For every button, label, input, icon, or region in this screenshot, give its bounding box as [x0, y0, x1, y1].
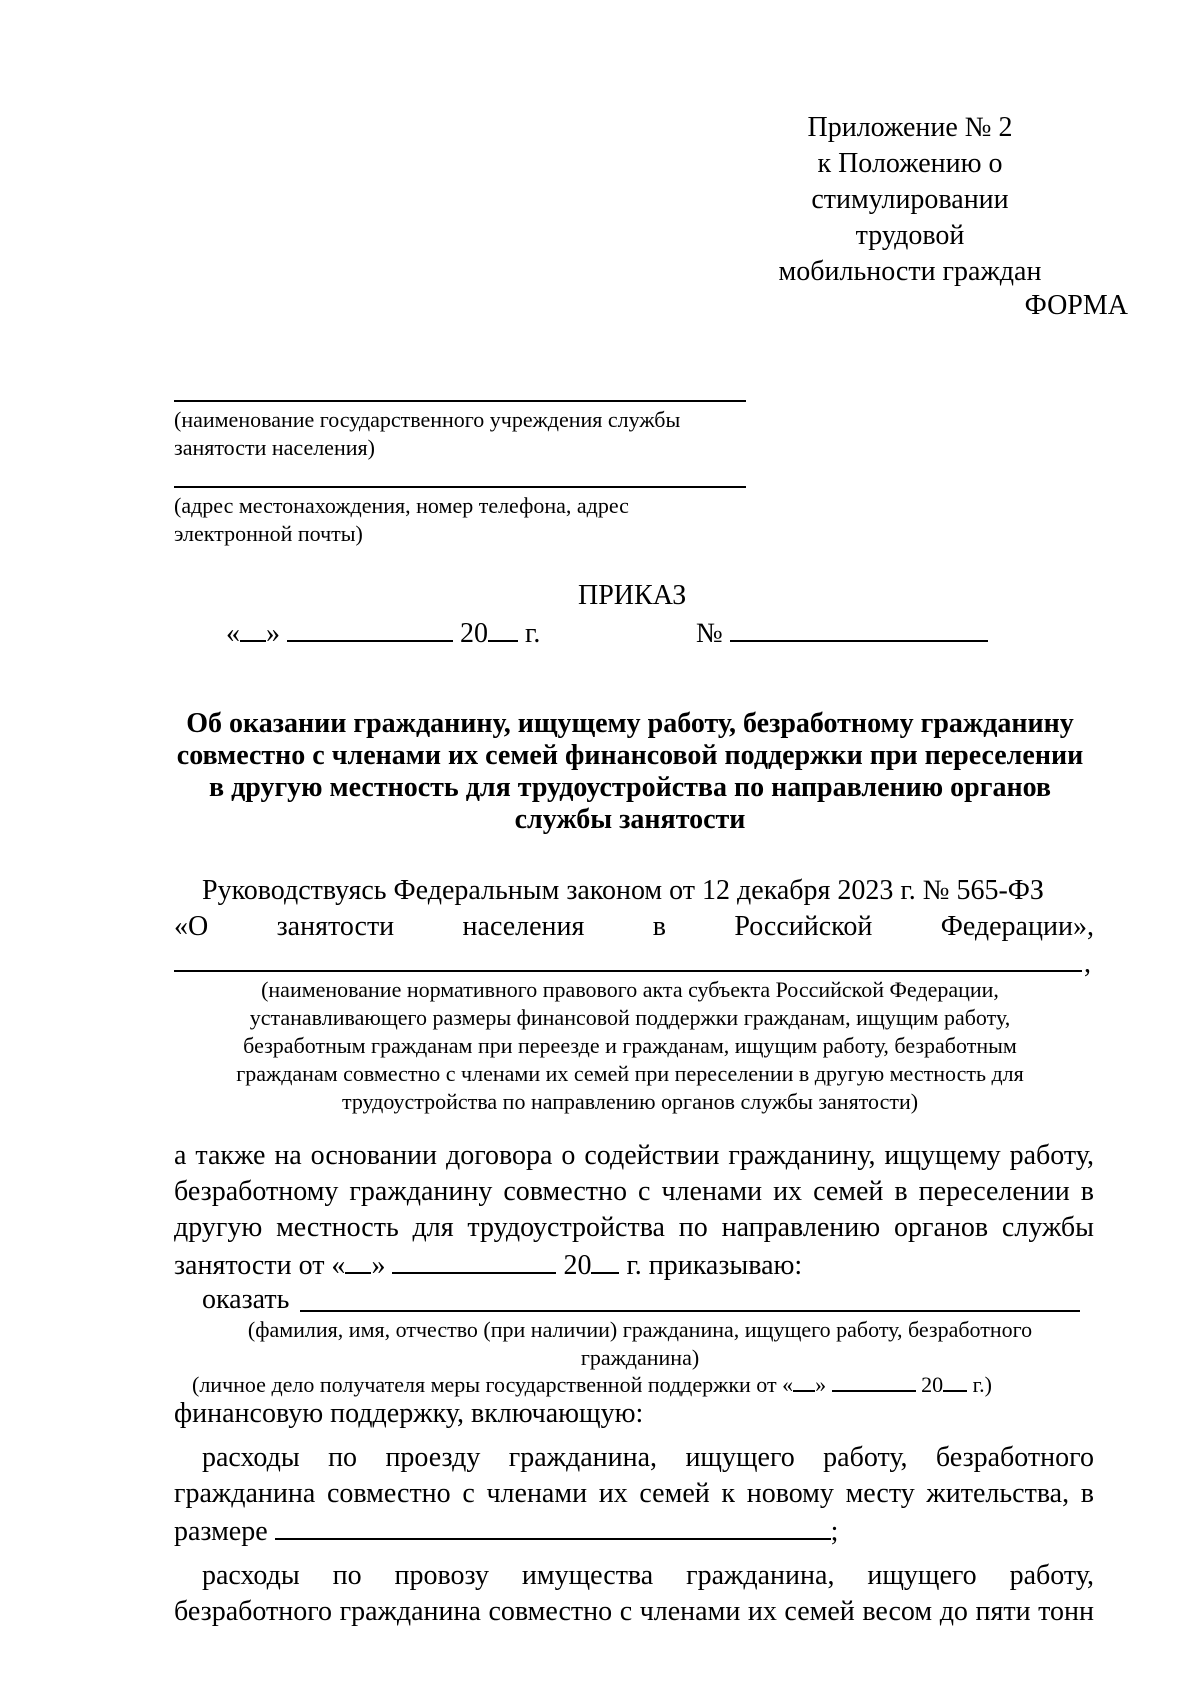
- law-para-line-1: Руководствуясь Федеральным законом от 12 декабря 2023 г. № 565-ФЗ: [202, 875, 1044, 906]
- property-word: ищущего: [867, 1560, 977, 1591]
- order-date-line: [226, 614, 540, 652]
- order-title: [160, 708, 1100, 836]
- property-line-2: безработного гражданина совместно с членами их семей весом до пяти тонн: [174, 1596, 1094, 1627]
- property-line-1: [202, 1558, 1094, 1594]
- travel-line-2: гражданина совместно с членами их семей к новому месту жительства, в: [174, 1478, 1094, 1509]
- law-word: Российской: [734, 911, 873, 942]
- address-caption: [174, 492, 629, 548]
- regulation-caption-line-2: устанавливающего размеры финансовой поддержки гражданам, ищущим работу,: [249, 1005, 1011, 1030]
- travel-semicolon: ;: [830, 1516, 839, 1547]
- day-blank: [240, 614, 266, 642]
- contract-order-phrase: г. приказываю:: [626, 1250, 803, 1281]
- personal-file-year: 20: [921, 1372, 944, 1397]
- contract-year: 20: [563, 1250, 592, 1281]
- org-name-caption: [174, 406, 680, 462]
- org-name-caption-line-2: занятости населения): [174, 435, 375, 460]
- date-quote-open: «: [226, 618, 240, 649]
- appendix-line-3: стимулировании трудовой: [811, 184, 1009, 251]
- year-prefix: 20: [460, 618, 488, 649]
- regulation-caption-line-4: гражданам совместно с членами их семей при переселении в другую местность для: [236, 1061, 1024, 1086]
- contract-line-4: [174, 1246, 802, 1284]
- year-blank: [488, 614, 518, 642]
- title-line-2: совместно с членами их семей финансовой поддержки при переселении: [176, 740, 1084, 771]
- contract-line-1: а также на основании договора о содействии гражданину, ищущему работу,: [174, 1140, 1094, 1171]
- contract-year-blank: [591, 1246, 619, 1274]
- law-word: занятости: [276, 911, 395, 942]
- appendix-line-4: мобильности граждан: [778, 256, 1042, 287]
- property-word: работу,: [1009, 1560, 1094, 1591]
- date-quote-close: »: [266, 618, 280, 649]
- contract-line-2: безработному гражданину совместно с членами их семей в переселении в: [174, 1176, 1094, 1207]
- contract-date-start: занятости от «: [174, 1250, 346, 1281]
- regulation-caption-line-3: безработным гражданам при переезде и гражданам, ищущим работу, безработным: [243, 1033, 1017, 1058]
- contract-day-blank: [345, 1246, 371, 1274]
- law-word: «О: [174, 911, 209, 942]
- property-word: провозу: [394, 1560, 489, 1591]
- travel-amount-blank: [275, 1512, 831, 1540]
- travel-word: расходы: [202, 1442, 300, 1473]
- property-word: по: [332, 1560, 362, 1591]
- travel-word: проезду: [385, 1442, 481, 1473]
- travel-word: по: [328, 1442, 358, 1473]
- appendix-line-1: Приложение № 2: [807, 112, 1013, 143]
- org-name-blank: [174, 400, 746, 402]
- property-word: имущества: [521, 1560, 654, 1591]
- title-line-1: Об оказании гражданину, ищущему работу, безработному гражданину: [186, 708, 1074, 739]
- address-blank: [174, 486, 746, 488]
- travel-word: работу,: [823, 1442, 908, 1473]
- personal-file-month-blank: [832, 1370, 916, 1392]
- personal-file-day-blank: [793, 1370, 815, 1392]
- order-heading: ПРИКАЗ: [578, 580, 687, 611]
- law-word: Федерации»,: [940, 911, 1094, 942]
- travel-word: безработного: [935, 1442, 1094, 1473]
- title-line-3: в другую местность для трудоустройства по направлению органов: [208, 772, 1052, 803]
- support-intro: финансовую поддержку, включающую:: [174, 1398, 644, 1429]
- property-word: гражданина,: [686, 1560, 835, 1591]
- property-word: расходы: [202, 1560, 300, 1591]
- travel-line-3: [174, 1512, 838, 1550]
- year-suffix: г.: [525, 618, 541, 649]
- regulation-comma: ,: [1084, 948, 1091, 979]
- org-name-caption-line-1: (наименование государственного учреждения службы: [174, 407, 681, 432]
- personal-file-line: [192, 1370, 992, 1399]
- travel-word: гражданина,: [508, 1442, 658, 1473]
- month-blank: [287, 614, 453, 642]
- law-word: в: [652, 911, 666, 942]
- regulation-caption: [160, 976, 1100, 1116]
- person-caption: [160, 1316, 1120, 1372]
- personal-file-year-blank: [943, 1370, 967, 1392]
- person-caption-line-1: (фамилия, имя, отчество (при наличии) гражданина, ищущего работу, безработного: [247, 1317, 1033, 1342]
- travel-line-1: [202, 1440, 1094, 1476]
- person-caption-line-2: гражданина): [580, 1345, 700, 1370]
- appendix-block: [760, 110, 1060, 290]
- regulation-caption-line-1: (наименование нормативного правового акта субъекта Российской Федерации,: [261, 977, 999, 1002]
- form-label: ФОРМА: [1024, 290, 1128, 321]
- order-number-line: [696, 614, 988, 652]
- person-name-blank: [300, 1310, 1080, 1312]
- address-caption-line-2: электронной почты): [174, 521, 363, 546]
- contract-quote-close: »: [371, 1250, 386, 1281]
- contract-month-blank: [392, 1246, 556, 1274]
- contract-line-3: другую местность для трудоустройства по направлению органов службы: [174, 1212, 1094, 1243]
- regulation-blank: [174, 970, 1082, 972]
- travel-word: ищущего: [685, 1442, 795, 1473]
- order-number-blank: [730, 614, 988, 642]
- personal-file-end: г.): [972, 1372, 992, 1397]
- personal-file-start: (личное дело получателя меры государственной поддержки от «: [192, 1372, 794, 1397]
- regulation-caption-line-5: трудоустройства по направлению органов службы занятости): [341, 1089, 919, 1114]
- travel-amount-label: размере: [174, 1516, 268, 1547]
- appendix-line-2: к Положению о: [817, 148, 1003, 179]
- law-para-line-2: [174, 909, 1094, 945]
- number-sign: №: [696, 618, 723, 649]
- personal-file-quote-close: »: [815, 1372, 827, 1397]
- law-word: населения: [462, 911, 585, 942]
- address-caption-line-1: (адрес местонахождения, номер телефона, адрес: [174, 493, 629, 518]
- provide-word: оказать: [202, 1284, 290, 1315]
- title-line-4: службы занятости: [514, 804, 746, 835]
